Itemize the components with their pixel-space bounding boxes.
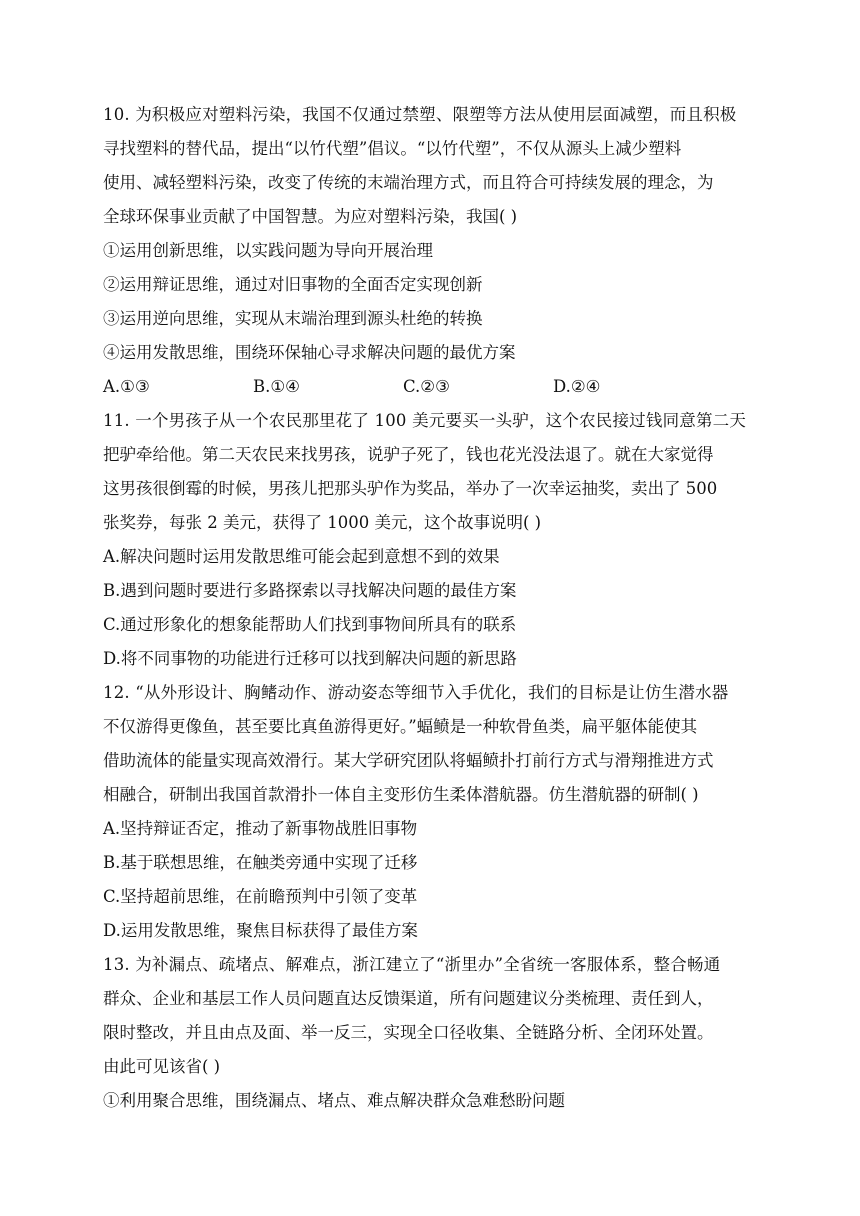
question-12-option-d: D.运用发散思维，聚焦目标获得了最佳方案: [103, 921, 418, 940]
question-13-stem-line-3: 限时整改，并且由点及面、举一反三，实现全口径收集、全链路分析、全闭环处置。: [103, 1023, 714, 1042]
question-10-stem-line-2: 寻找塑料的替代品，提出“以竹代塑”倡议。“以竹代塑”，不仅从源头上减少塑料: [103, 139, 682, 158]
question-10-statement-2: ②运用辩证思维，通过对旧事物的全面否定实现创新: [103, 275, 483, 294]
question-13-statement-1: ①利用聚合思维，围绕漏点、堵点、难点解决群众急难愁盼问题: [103, 1091, 565, 1110]
question-12-stem-line-1: 12. “从外形设计、胸鳍动作、游动姿态等细节入手优化，我们的目标是让仿生潜水器: [103, 683, 729, 702]
question-13-stem-line-2: 群众、企业和基层工作人员问题直达反馈渠道，所有问题建议分类梳理、责任到人，: [103, 989, 714, 1008]
question-11-option-a: A.解决问题时运用发散思维可能会起到意想不到的效果: [103, 547, 500, 566]
question-10-stem-line-4: 全球环保事业贡献了中国智慧。为应对塑料污染，我国( ): [103, 207, 518, 226]
question-10-statement-4: ④运用发散思维，围绕环保轴心寻求解决问题的最优方案: [103, 343, 516, 362]
question-10-statement-1: ①运用创新思维，以实践问题为导向开展治理: [103, 241, 433, 260]
question-10-option-c: C.②③: [403, 377, 450, 396]
question-10-stem-line-3: 使用、减轻塑料污染，改变了传统的末端治理方式，而且符合可持续发展的理念，为: [103, 173, 714, 192]
question-12-stem-line-3: 借助流体的能量实现高效滑行。某大学研究团队将蝠鲼扑打前行方式与滑翔推进方式: [103, 751, 714, 770]
question-10-stem-line-1: 10. 为积极应对塑料污染，我国不仅通过禁塑、限塑等方法从使用层面减塑，而且积极: [103, 105, 737, 124]
question-10-option-b: B.①④: [253, 377, 300, 396]
question-12-option-a: A.坚持辩证否定，推动了新事物战胜旧事物: [103, 819, 418, 838]
question-12-stem-line-4: 相融合，研制出我国首款滑扑一体自主变形仿生柔体潜航器。仿生潜航器的研制( ): [103, 785, 699, 804]
question-11-option-b: B.遇到问题时要进行多路探索以寻找解决问题的最佳方案: [103, 581, 517, 600]
question-10: [103, 98, 763, 404]
question-11: [103, 404, 763, 676]
question-10-option-a: A.①③: [103, 377, 150, 396]
question-12-stem-line-2: 不仅游得更像鱼，甚至要比真鱼游得更好。”蝠鲼是一种软骨鱼类，扁平躯体能使其: [103, 717, 698, 736]
question-12-option-b: B.基于联想思维，在触类旁通中实现了迁移: [103, 853, 418, 872]
question-10-option-d: D.②④: [553, 377, 601, 396]
question-11-stem-line-1: 11. 一个男孩子从一个农民那里花了 100 美元要买一头驴，这个农民接过钱同意第二天: [103, 411, 747, 430]
document-page: [103, 98, 763, 1118]
question-11-option-d: D.将不同事物的功能进行迁移可以找到解决问题的新思路: [103, 649, 517, 668]
question-10-options: [103, 370, 763, 404]
question-11-stem-line-2: 把驴牵给他。第二天农民来找男孩，说驴子死了，钱也花光没法退了。就在大家觉得: [103, 445, 714, 464]
question-11-option-c: C.通过形象化的想象能帮助人们找到事物间所具有的联系: [103, 615, 517, 634]
question-12: [103, 676, 763, 948]
question-13: [103, 948, 763, 1118]
question-13-stem-line-1: 13. 为补漏点、疏堵点、解难点，浙江建立了“浙里办”全省统一客服体系，整合畅通: [103, 955, 721, 974]
question-11-stem-line-4: 张奖券，每张 2 美元，获得了 1000 美元，这个故事说明( ): [103, 513, 542, 532]
question-13-stem-line-4: 由此可见该省( ): [103, 1057, 221, 1076]
question-11-stem-line-3: 这男孩很倒霉的时候，男孩儿把那头驴作为奖品，举办了一次幸运抽奖，卖出了 500: [103, 479, 718, 498]
question-12-option-c: C.坚持超前思维，在前瞻预判中引领了变革: [103, 887, 418, 906]
question-10-statement-3: ③运用逆向思维，实现从末端治理到源头杜绝的转换: [103, 309, 483, 328]
